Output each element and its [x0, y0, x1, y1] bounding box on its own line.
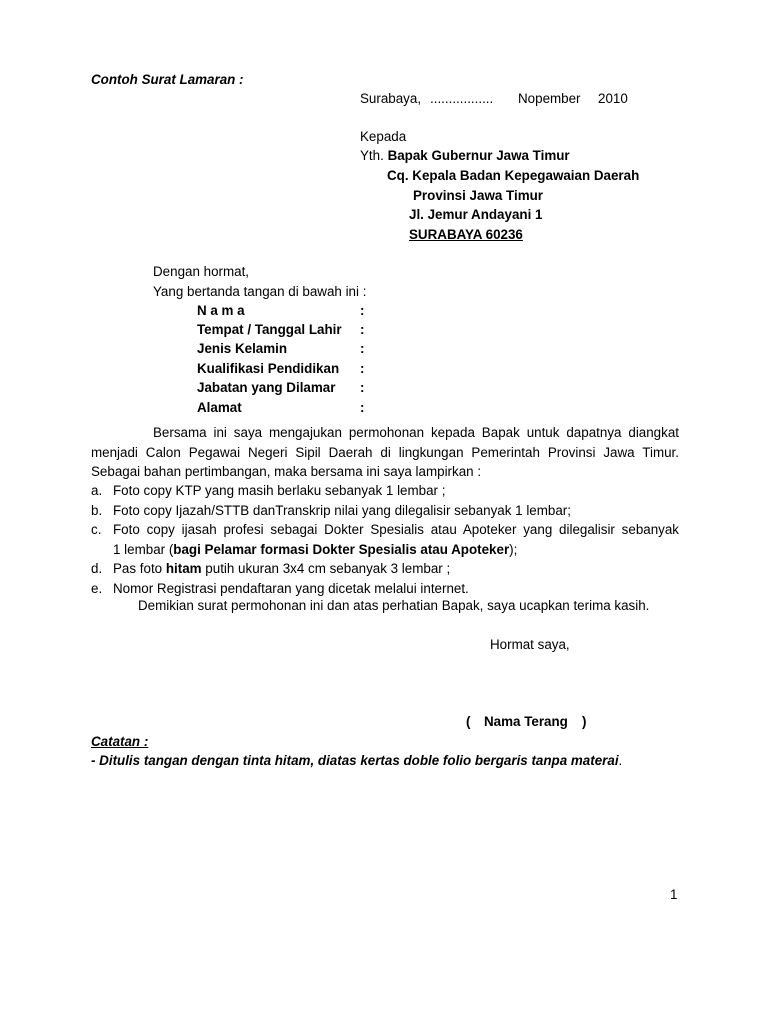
list-item [91, 520, 691, 540]
attachment-list [91, 481, 691, 598]
place-month: Nopember [518, 91, 581, 106]
field-colon: : [360, 341, 365, 356]
body-line-1: Bersama ini saya mengajukan permohonan kepada Bapak untuk dapatnya diangkat [153, 425, 679, 440]
recipient-line3: Provinsi Jawa Timur [413, 188, 543, 203]
field-label-kualifikasi-pendidikan: Kualifikasi Pendidikan [197, 361, 340, 376]
list-item-continuation-text [113, 540, 517, 560]
body-line-2: menjadi Calon Pegawai Negeri Sipil Daerah di lingkungan Pemerintah Provinsi Jawa Timur. [91, 444, 679, 460]
field-label-alamat: Alamat [197, 400, 242, 415]
place-year: 2010 [598, 91, 628, 106]
list-marker: c. [91, 522, 102, 537]
list-marker: d. [91, 561, 103, 576]
recipient-line1: Bapak Gubernur Jawa Timur [387, 148, 570, 163]
field-colon: : [360, 400, 365, 415]
recipient-line1-row [360, 148, 570, 164]
list-item [91, 481, 691, 501]
list-item-continuation [91, 540, 691, 560]
signature-close-paren: ) [582, 714, 587, 729]
body-paragraph [91, 423, 679, 482]
recipient-line4: Jl. Jemur Andayani 1 [409, 207, 543, 222]
field-label-jenis-kelamin: Jenis Kelamin [197, 341, 288, 356]
signature-name: Nama Terang [484, 714, 568, 729]
place-city: Surabaya, [360, 91, 422, 106]
note-end: . [618, 753, 623, 768]
list-marker: b. [91, 502, 103, 518]
list-item [91, 579, 691, 599]
continuation-bold: bagi Pelamar formasi Dokter Spesialis atau Apoteker [173, 541, 510, 557]
intro-line: Yang bertanda tangan di bawah ini : [153, 284, 367, 299]
note-title: Catatan : [91, 734, 149, 749]
item-d-bold: hitam [165, 561, 202, 576]
field-colon: : [360, 303, 365, 318]
recipient-yth: Yth. [360, 148, 384, 163]
page-number: 1 [670, 887, 678, 902]
note-row [91, 753, 622, 769]
continuation-post: ); [509, 541, 518, 557]
list-item-text: Nomor Registrasi pendaftaran yang dicetak melalui internet. [113, 580, 469, 596]
document-heading: Contoh Surat Lamaran : [91, 72, 244, 87]
field-label-tempat-tanggal-lahir: Tempat / Tanggal Lahir [197, 322, 342, 337]
list-marker: e. [91, 580, 103, 596]
list-item-text: Foto copy KTP yang masih berlaku sebanyak 1 lembar ; [113, 483, 446, 498]
recipient-line2: Cq. Kepala Badan Kepegawaian Daerah [387, 168, 640, 183]
body-line-3: Sebagai bahan pertimbangan, maka bersama ini saya lampirkan : [91, 464, 482, 479]
field-colon: : [360, 380, 365, 395]
field-colon: : [360, 361, 365, 376]
signature-open-paren: ( [466, 714, 471, 729]
list-item [91, 501, 691, 521]
continuation-pre: 1 lembar ( [113, 541, 174, 557]
list-marker: a. [91, 483, 103, 498]
closing-sentence: Demikian surat permohonan ini dan atas perhatian Bapak, saya ucapkan terima kasih. [138, 598, 650, 613]
list-item-text: Foto copy Ijazah/STTB danTranskrip nilai yang dilegalisir sebanyak 1 lembar; [113, 502, 571, 518]
note-text: - Ditulis tangan dengan tinta hitam, diatas kertas doble folio bergaris tanpa materai [91, 753, 619, 768]
field-label-nama: N a m a [197, 303, 245, 318]
field-colon: : [360, 322, 365, 337]
place-day-dots: ................. [430, 91, 494, 106]
recipient-line5: SURABAYA 60236 [409, 227, 523, 242]
greeting: Dengan hormat, [153, 264, 250, 279]
item-d-post: putih ukuran 3x4 cm sebanyak 3 lembar ; [201, 561, 451, 576]
list-item-text: Foto copy ijasah profesi sebagai Dokter Spesialis atau Apoteker yang dilegalisir sebanyak [113, 522, 679, 537]
item-d-pre: Pas foto [113, 561, 166, 576]
list-item-text [113, 559, 450, 579]
regards: Hormat saya, [490, 637, 570, 652]
recipient-kepada: Kepada [360, 129, 407, 144]
list-item [91, 559, 691, 579]
field-label-jabatan-yang-dilamar: Jabatan yang Dilamar [197, 380, 336, 395]
